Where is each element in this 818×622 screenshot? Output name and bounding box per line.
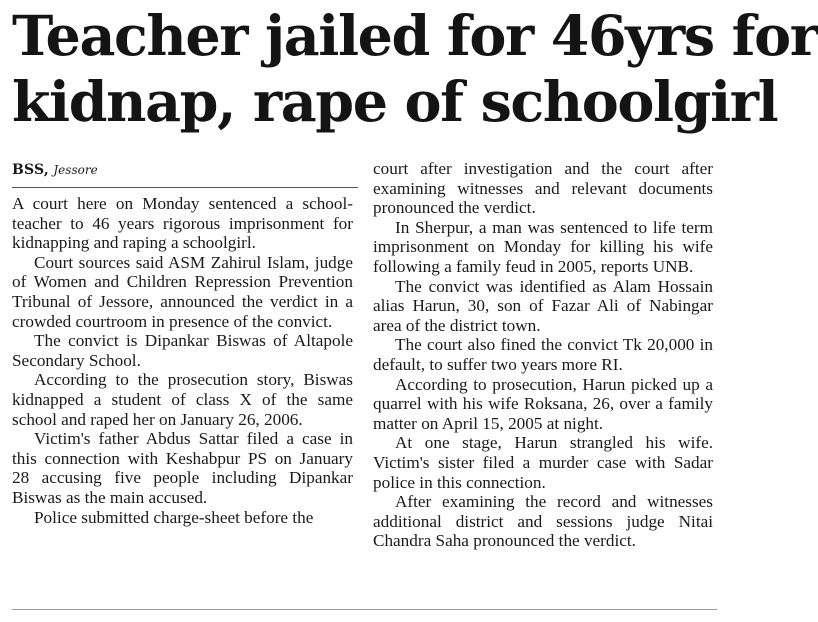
paragraph: The convict was identified as Alam Hossain alias Harun, 30, son of Fazar Ali of Nabingar area of the district town. bbox=[373, 276, 713, 335]
paragraph: Court sources said ASM Zahirul Islam, judge of Women and Children Repression Prevention Tribunal of Jessore, announced the verdict in a crowded courtroom in presence of the convict. bbox=[12, 252, 353, 331]
paragraph: After examining the record and witnesses additional district and sessions judge Nitai Chandra Saha pronounced the verdict. bbox=[373, 492, 713, 551]
paragraph: At one stage, Harun strangled his wife. Victim's sister filed a murder case with Sadar police in this connection. bbox=[373, 433, 713, 492]
article-column-right bbox=[373, 159, 713, 551]
byline-place: Jessore bbox=[53, 163, 98, 177]
bottom-divider bbox=[12, 609, 717, 610]
paragraph: According to the prosecution story, Biswas kidnapped a student of class X of the same school and raped her on January 26, 2006. bbox=[12, 370, 353, 429]
paragraph: Police submitted charge-sheet before the bbox=[34, 507, 314, 527]
headline-line-1: Teacher jailed for 46yrs for bbox=[12, 4, 818, 69]
paragraph: According to prosecution, Harun picked up a quarrel with his wife Roksana, 26, over a family matter on April 15, 2005 at night. bbox=[373, 374, 713, 433]
paragraph: court after investigation and the court after examining witnesses and relevant documents pronounced the verdict. bbox=[373, 159, 713, 218]
paragraph: The court also fined the convict Tk 20,000 in default, to suffer two years more RI. bbox=[373, 335, 713, 374]
byline bbox=[12, 160, 98, 180]
byline-divider bbox=[12, 187, 358, 188]
paragraph: A court here on Monday sentenced a schoolteacher to 46 years rigorous imprisonment for kidnapping and raping a schoolgirl. bbox=[12, 194, 353, 253]
article-column-left bbox=[12, 194, 353, 527]
headline bbox=[12, 4, 818, 136]
paragraph: In Sherpur, a man was sentenced to life term imprisonment on Monday for killing his wife following a family feud in 2005, reports UNB. bbox=[373, 217, 713, 276]
paragraph: Victim's father Abdus Sattar filed a case in this connection with Keshabpur PS on January 28 accusing five people including Dipankar Biswas as the main accused. bbox=[12, 429, 353, 507]
headline-line-2: kidnap, rape of schoolgirl bbox=[12, 70, 778, 135]
byline-agency: BSS, bbox=[12, 162, 49, 178]
paragraph: The convict is Dipankar Biswas of Altapole Secondary School. bbox=[12, 331, 353, 370]
